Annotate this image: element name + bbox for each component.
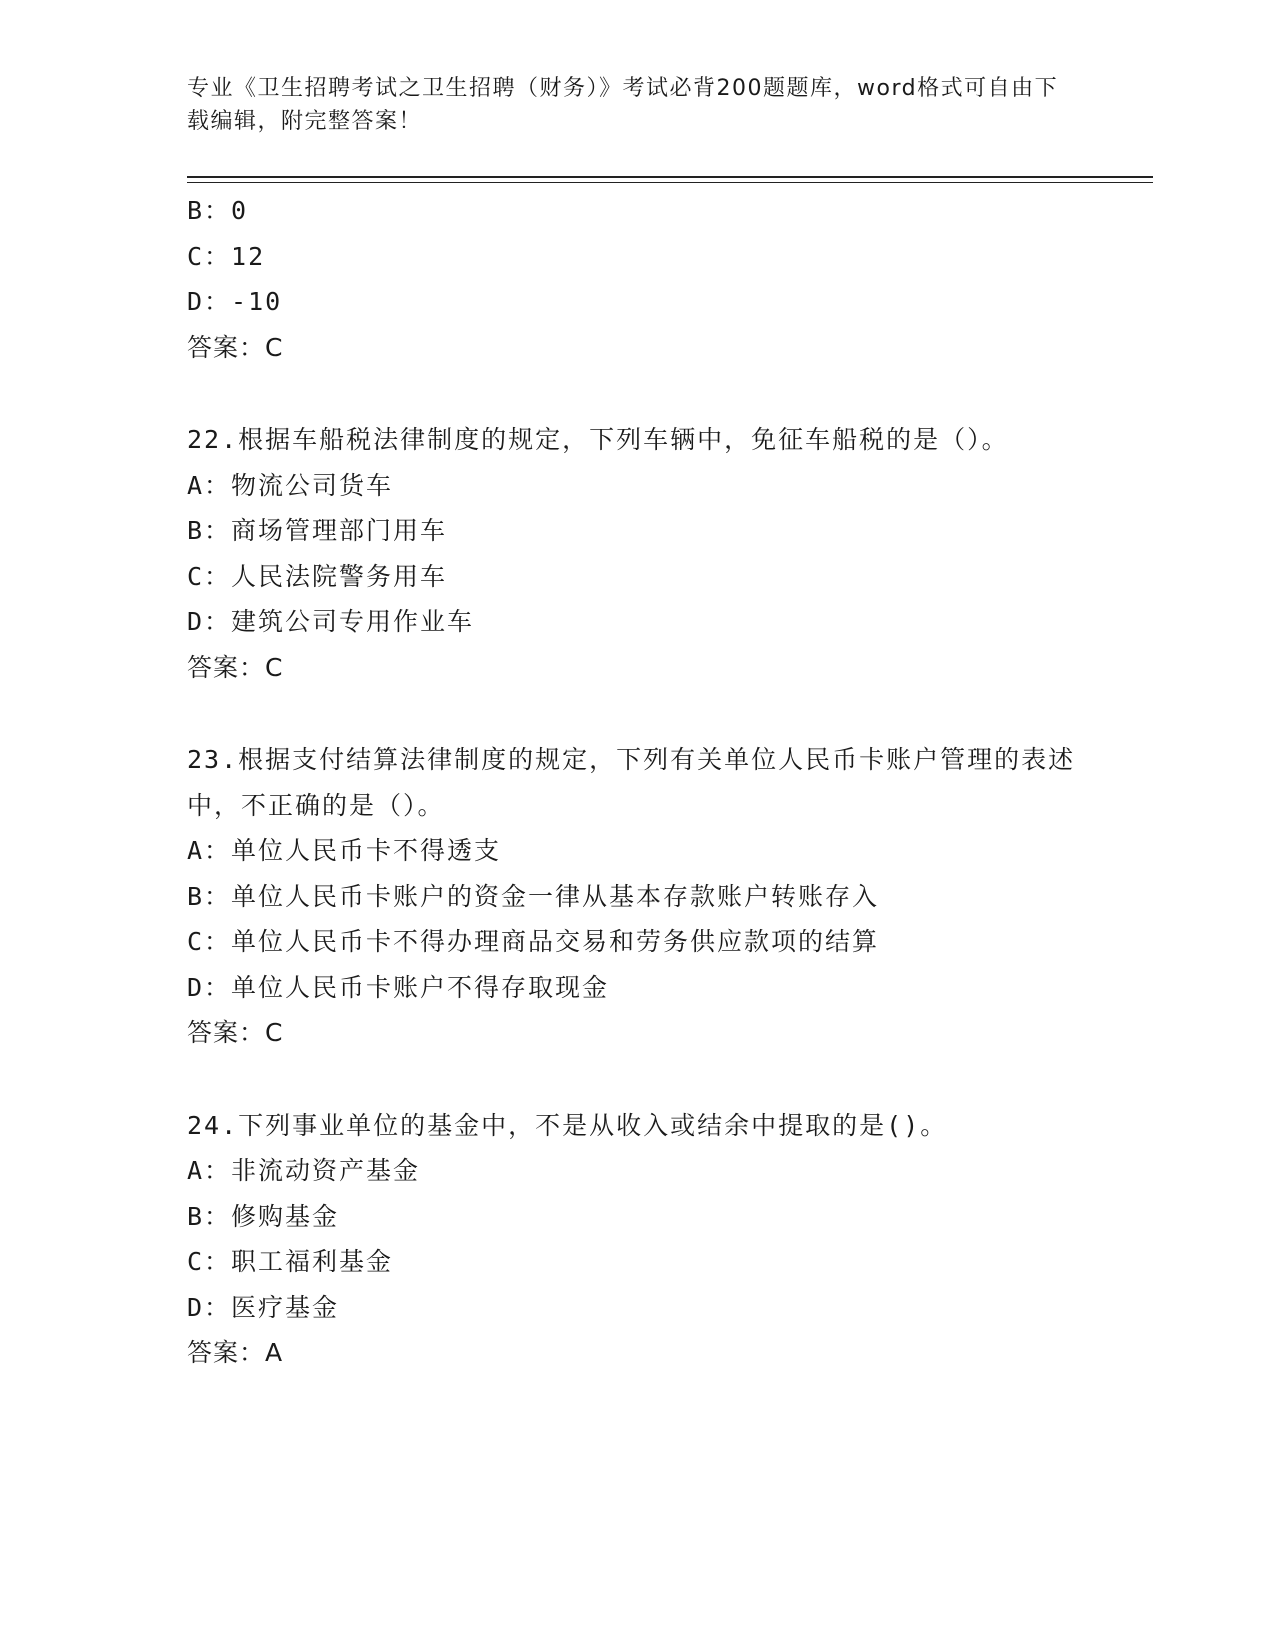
question-block-21 [187,188,1147,370]
option-a: A：物流公司货车 [187,470,394,500]
option-d: D：建筑公司专用作业车 [187,607,475,636]
document-header: 专业《卫生招聘考试之卫生招聘（财务）》考试必背200题题库，word格式可自由下载编辑，附完整答案！ [187,76,1059,134]
option-c: C：人民法院警务用车 [187,561,448,591]
option-b: B：修购基金 [187,1201,340,1231]
answer-line: 答案：C [187,652,284,682]
question-stem: 22.根据车船税法律制度的规定，下列车辆中，免征车船税的是（）。 [187,425,1009,454]
spacer [187,1056,1147,1103]
answer-line: 答案：C [187,332,284,362]
question-stem: 24.下列事业单位的基金中，不是从收入或结余中提取的是()。 [187,1110,948,1140]
spacer [187,370,1147,417]
header-rule-thick [187,176,1153,178]
option-b: B：0 [187,196,249,225]
question-list [187,188,1147,1376]
header-rule-thin [187,182,1153,183]
question-block-22 [187,417,1147,690]
spacer [187,690,1147,737]
question-block-24 [187,1103,1147,1376]
option-c: C：12 [187,241,266,271]
option-a: A：非流动资产基金 [187,1156,421,1185]
option-c: C：职工福利基金 [187,1247,394,1276]
answer-line: 答案：A [187,1338,284,1367]
question-stem: 23.根据支付结算法律制度的规定，下列有关单位人民币卡账户管理的表述中，不正确的是（）。 [187,745,1076,820]
option-c: C：单位人民币卡不得办理商品交易和劳务供应款项的结算 [187,927,880,956]
question-block-23 [187,737,1147,1056]
option-b: B：单位人民币卡账户的资金一律从基本存款账户转账存入 [187,881,880,911]
option-b: B：商场管理部门用车 [187,516,448,545]
option-a: A：单位人民币卡不得透支 [187,836,502,865]
answer-line: 答案：C [187,1018,284,1047]
option-d: D：单位人民币卡账户不得存取现金 [187,972,610,1002]
option-d: D：-10 [187,287,283,316]
option-d: D：医疗基金 [187,1292,340,1322]
